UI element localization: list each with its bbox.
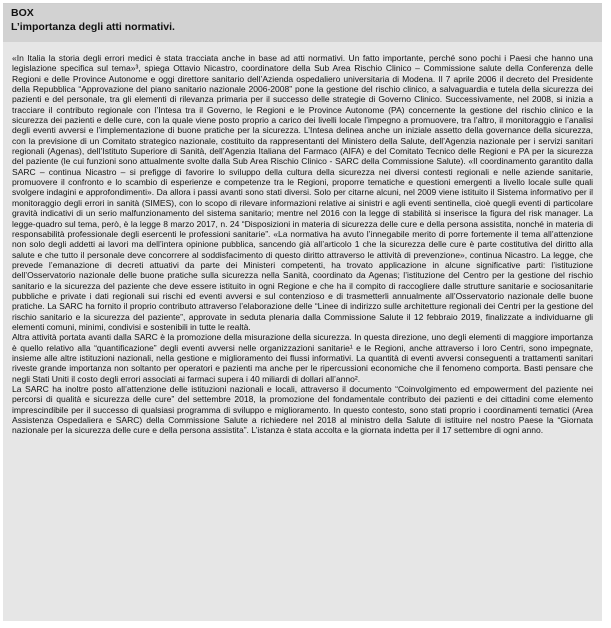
box-title: L’importanza degli atti normativi. (11, 21, 175, 33)
box-label: BOX (11, 7, 34, 19)
paragraph-1: «In Italia la storia degli errori medici è stata tracciata anche in base ad atti normativi. Un fatto importante, perché sono pochi i Paesi che hanno una legislazione specifica sul tema»³, spiega Ottavio Nicastro, coordinatore della Sub Area Rischio Clinico – Commissione salute della Conferenza delle Regioni e delle Province Autonome e oggi direttore sanitario dell’Azienda ospedaliero universitaria di Modena. Il 7 aprile 2006 il decreto del Presidente della Repubblica “Approvazione del piano sanitario nazionale 2006-2008” pone la gestione del rischio clinico, a salvaguardia e tutela della sicurezza dei pazienti e del personale, tra gli elementi di rilevanza primaria per il successo delle strategie di Governo Clinico. Successivamente, nel 2008, si inizia a tracciare il contributo regionale con l’Intesa tra il Governo, le Regioni e le Province Autonome (PA) concernente la gestione del rischio clinico e la sicurezza dei pazienti e delle cure, con la quale viene posto proprio a carico dei livelli locale l’impegno a promuovere, tra l’altro, il monitoraggio e l’analisi degli eventi avversi e l’implementazione di buone pratiche per la sicurezza. L’Intesa delinea anche un iniziale assetto della governance della sicurezza, con la previsione di un Comitato strategico nazionale, costituito da rappresentanti del Ministero della Salute, dell’Agenzia nazionale per i servizi sanitari regionali (Agenas), dell’Istituto Superiore di Sanità, dell’Agenzia Italiana del Farmaco (AIFA) e del Comitato Tecnico delle Regioni e PA per la sicurezza del paziente (le cui funzioni sono attualmente svolte dalla Sub Area Rischio Clinico - SARC della Commissione Salute). «Il coordinamento garantito dalla SARC – continua Nicastro – si prefigge di favorire lo sviluppo della cultura della sicurezza nei diversi contesti regionali e nelle aziende sanitarie, promuovere il confronto e lo scambio di esperienze e competenze tra le Regioni, proporre tematiche e questioni emergenti a livello locale sulle quali svolgere indagini e approfondimenti». Da allora i passi avanti sono stati diversi. Solo per citarne alcuni, nel 2009 viene istituito il Sistema informativo per il monitoraggio degli errori in sanità (SIMES), con lo scopo di rilevare informazioni relative ai sinistri e agli eventi sentinella, cioè quegli eventi di particolare gravità indicativi di un serio malfunzionamento del sistema sanitario; mentre nel 2016 con la legge di stabilità si inserisce la figura del risk manager. La legge-quadro sul tema, però, è la legge 8 marzo 2017, n. 24 “Disposizioni in materia di sicurezza delle cure e della persona assistita, nonché in materia di responsabilità professionale degli esercenti le professioni sanitarie”. «La normativa ha avuto l’innegabile merito di porre fortemente il tema all’attenzione non solo degli addetti ai lavori ma dell’intera opinione pubblica, sancendo già all’articolo 1 che la sicurezza delle cure è parte costitutiva del diritto alla salute e che tutto il personale deve concorrere al soddisfacimento di questo diritto attraverso le attività di prevenzione», continua Nicastro. La legge, che prevede l’emanazione di decreti attuativi da parte dei Ministeri competenti, ha trovato applicazione in alcune significative parti: l’istituzione dell’Osservatorio nazionale delle buone pratiche sulla sicurezza nella Sanità, coordinato da Agenas; l’istituzione del Centro per la gestione del rischio sanitario e la sicurezza del paziente che deve essere istituito in ogni Regione e che ha il compito di raccogliere dalle strutture sanitarie e sociosanitarie pubbliche e private i dati regionali sui rischi ed eventi avversi e sul contenzioso e di trasmetterli annualmente all’Osservatorio nazionale delle buone pratiche. La SARC ha fornito il proprio contributo attraverso l’elaborazione delle “Linee di indirizzo sulle architetture regionali dei Centri per la gestione del rischio sanitario e la sicurezza del paziente”, approvate in seduta plenaria dalla Commissione Salute il 12 febbraio 2019, finalizzate a individuarne gli elementi comuni, minimi, condivisi e sostenibili in tutte le realtà. (12, 53, 593, 332)
paragraph-3: La SARC ha inoltre posto all’attenzione delle istituzioni nazionali e locali, attraverso il documento “Coinvolgimento ed empowerment del paziente nei percorsi di qualità e sicurezza delle cure” del settembre 2018, la promozione del fondamentale contributo dei pazienti e dei cittadini come elemento imprescindibile per il successo di qualsiasi programma di sviluppo e miglioramento. In questo contesto, sono stati proprio i coordinamenti tematici (Area Assistenza Ospedaliera e SARC) della Commissione Salute a richiedere nel 2018 al ministro della Salute di istituire nel nostro Paese la “Giornata nazionale per la sicurezza delle cure e della persona assistita”. L’istanza è stata accolta e la giornata indetta per il 17 settembre di ogni anno. (12, 384, 593, 436)
box-header (3, 4, 602, 42)
box-body (3, 42, 602, 436)
info-box (3, 3, 602, 621)
paragraph-2: Altra attività portata avanti dalla SARC è la promozione della misurazione della sicurezza. In questa direzione, uno degli elementi di maggiore importanza è quello relativo alla “quantificazione” degli eventi avversi nelle organizzazioni sanitarie¹ e le Regioni, anche attraverso i loro Centri, sono impegnate, insieme alle altre istituzioni nazionali, nella gestione e miglioramento dei flussi informativi. La quantità di eventi avversi conseguenti a trattamenti sanitari riveste grande importanza non soltanto per operatori e pazienti ma anche per le ripercussioni economiche che il fenomeno comporta. Basti pensare che negli Stati Uniti il costo degli errori associati ai farmaci supera i 40 miliardi di dollari all’anno². (12, 332, 593, 384)
